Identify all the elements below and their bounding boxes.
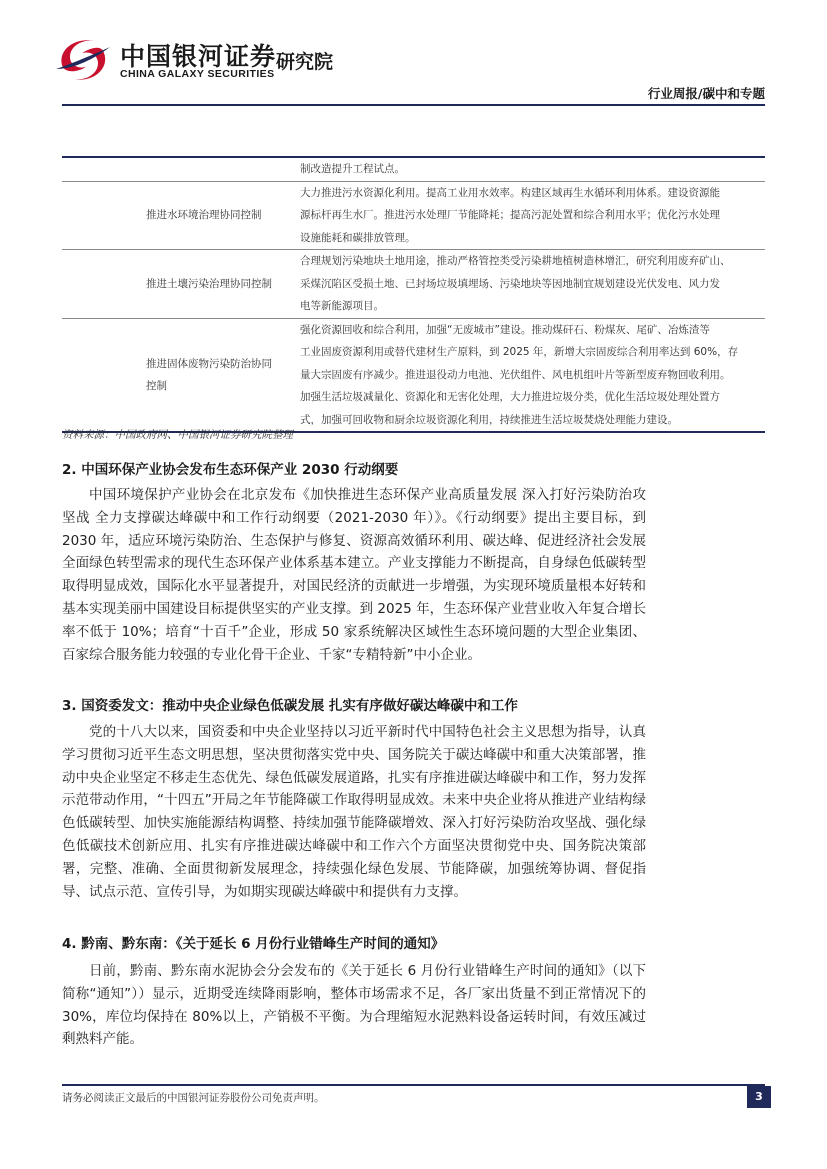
table-row	[62, 158, 765, 181]
table-cell-category	[62, 158, 298, 181]
section-paragraph: 日前，黔南、黔东南水泥协会分会发布的《关于延长 6 月份行业错峰生产时间的通知》（以下简称“通知”））显示，近期受连续降雨影响，整体市场需求不足，各厂家出货量不到正常情况下的 30%，库位均保持在 80%以上，产销极不平衡。为合理缩短水泥熟料设备运转时间，有效压减过剩熟料产能。	[62, 963, 646, 1048]
institute-label: 研究院	[276, 51, 334, 73]
footer-disclaimer: 请务必阅读正文最后的中国银河证券股份公司免责声明。	[62, 1092, 325, 1104]
section-heading: 3. 国资委发文：推动中央企业绿色低碳发展 扎实有序做好碳达峰碳中和工作	[62, 698, 518, 714]
company-name-en: CHINA GALAXY SECURITIES	[120, 68, 275, 80]
policy-table	[62, 158, 765, 433]
section-heading: 4. 黔南、黔东南：《关于延长 6 月份行业错峰生产时间的通知》	[62, 936, 445, 952]
table-cell-description: 大力推进污水资源化利用。提高工业用水效率。构建区域再生水循环利用体系。建设资源能 源标杆再生水厂。推进污水处理厂节能降耗；提高污泥处置和综合利用水平；优化污水处理 设施能耗和碳排放管理。	[300, 186, 720, 244]
table-row	[62, 181, 765, 250]
table-row	[62, 250, 765, 319]
table-row	[62, 318, 765, 432]
page-number: 3	[747, 1086, 771, 1108]
table-cell-category: 推进固体废物污染防治协同 控制	[146, 357, 272, 392]
section-paragraph: 党的十八大以来，国资委和中央企业坚持以习近平新时代中国特色社会主义思想为指导，认真学习贯彻习近平生态文明思想，坚决贯彻落实党中央、国务院关于碳达峰碳中和重大决策部署，推动中央企业坚定不移走生态优先、绿色低碳发展道路，扎实有序推进碳达峰碳中和工作，努力发挥示范带动作用，“十四五”开局之年节能降碳工作取得明显成效。未来中央企业将从推进产业结构绿色低碳转型、加快实施能源结构调整、持续加强节能降碳增效、深入打好污染防治攻坚战、强化绿色低碳技术创新应用、扎实有序推进碳达峰碳中和工作六个方面坚决贯彻党中央、国务院决策部署，完整、准确、全面贯彻新发展理念，持续强化绿色发展、节能降碳，加强统筹协调、督促指导、试点示范、宣传引导，为如期实现碳达峰碳中和提供有力支撑。	[62, 724, 646, 900]
table-cell-description: 合理规划污染地块土地用途，推动严格管控类受污染耕地植树造林增汇，研究利用废弃矿山、 采煤沉陷区受损土地、已封场垃圾填埋场、污染地块等因地制宜规划建设光伏发电、风力发 电等新能源项目。	[300, 255, 731, 312]
table-cell-category: 推进土壤污染治理协同控制	[146, 277, 272, 290]
table-cell-description: 强化资源回收和综合利用，加强“无废城市”建设。推动煤矸石、粉煤灰、尾矿、冶炼渣等 工业固废资源利用或替代建材生产原料，到 2025 年，新增大宗固废综合利用率达到 60%，存 量大宗固废有序减少。推进退役动力电池、光伏组件、风电机组叶片等新型废弃物回收利用。 加强生活垃圾减量化、资源化和无害化处理，大力推进垃圾分类，优化生活垃圾处理处置方 式，加强可回收物和厨余垃圾资源化利用，持续推进生活垃圾焚烧处理能力建设。	[300, 323, 739, 426]
report-type: 行业周报/碳中和专题	[647, 86, 765, 101]
footer-divider	[62, 1084, 765, 1086]
company-logo	[54, 35, 364, 85]
company-name-cn: 中国银河证券	[120, 42, 277, 71]
table-cell-category: 推进水环境治理协同控制	[146, 209, 262, 222]
source-note: 资料来源：中国政府网、中国银河证券研究院整理	[62, 429, 293, 441]
header-divider	[62, 104, 765, 106]
section-paragraph: 中国环境保护产业协会在北京发布《加快推进生态环保产业高质量发展 深入打好污染防治攻坚战 全力支撑碳达峰碳中和工作行动纲要（2021-2030 年）》。《行动纲要》提出主要目标，到 2030 年，适应环境污染防治、生态保护与修复、资源高效循环利用、碳达峰、促进经济社会发展全面绿色转型需求的现代生态环保产业体系基本建立。产业支撑能力不断提高，自身绿色低碳转型取得明显成效，国际化水平显著提升，对国民经济的贡献进一步增强，为实现环境质量根本好转和基本实现美丽中国建设目标提供坚实的产业支撑。到 2025 年，生态环保产业营业收入年复合增长率不低于 10%；培育“十百千”企业，形成 50 家系统解决区域性生态环境问题的大型企业集团、百家综合服务能力较强的专业化骨干企业、千家“专精特新”中小企业。	[62, 487, 646, 663]
section-heading: 2. 中国环保产业协会发布生态环保产业 2030 行动纲要	[62, 462, 399, 478]
galaxy-logo-icon	[54, 35, 112, 85]
table-cell-description: 制改造提升工程试点。	[300, 163, 405, 175]
